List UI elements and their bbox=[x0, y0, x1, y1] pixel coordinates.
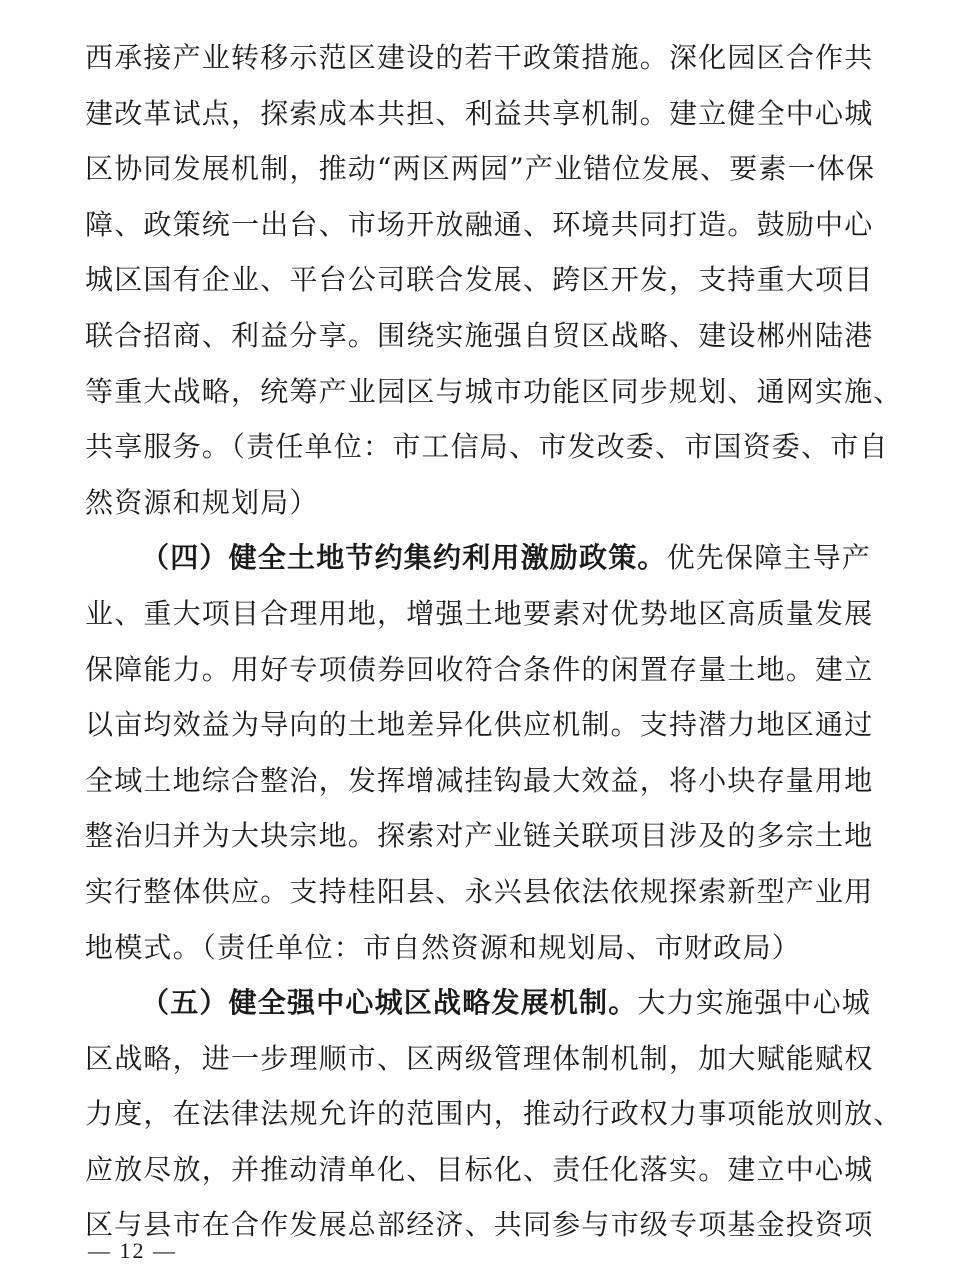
text-line: 业、重大项目合理用地，增强土地要素对优势地区高质量发展 bbox=[85, 596, 874, 630]
text-line: 力度，在法律法规允许的范围内，推动行政权力事项能放则放、 bbox=[85, 1097, 903, 1131]
text-line: 共享服务。（责任单位：市工信局、市发改委、市国资委、市自 bbox=[85, 430, 889, 464]
text-line: 整治归并为大块宗地。探索对产业链关联项目涉及的多宗土地 bbox=[85, 819, 874, 853]
text-line: 区战略，进一步理顺市、区两级管理体制机制，加大赋能赋权 bbox=[85, 1041, 874, 1075]
page-number: — 12 — bbox=[88, 1238, 177, 1263]
text-line: 西承接产业转移示范区建设的若干政策措施。深化园区合作共 bbox=[85, 41, 874, 74]
text-line: 然资源和规划局） bbox=[85, 485, 319, 519]
section-4-heading: （四）健全土地节约集约利用激励政策。 bbox=[141, 541, 667, 575]
text-line: 障、政策统一出台、市场开放融通、环境共同打造。鼓励中心 bbox=[85, 207, 874, 241]
text-line: 区协同发展机制，推动“两区两园”产业错位发展、要素一体保 bbox=[85, 152, 876, 186]
section-4-first-line bbox=[85, 530, 885, 586]
text-line: 联合招商、利益分享。围绕实施强自贸区战略、建设郴州陆港 bbox=[85, 318, 874, 352]
section-5-first-line-text: 大力实施强中心城 bbox=[637, 986, 872, 1020]
text-line: 全域土地综合整治，发挥增减挂钩最大效益，将小块存量用地 bbox=[85, 763, 874, 797]
text-line: 区与县市在合作发展总部经济、共同参与市级专项基金投资项 bbox=[85, 1208, 874, 1242]
text-line: 地模式。（责任单位：市自然资源和规划局、市财政局） bbox=[85, 930, 802, 964]
text-line: 建改革试点，探索成本共担、利益共享机制。建立健全中心城 bbox=[85, 96, 874, 130]
text-line: 等重大战略，统筹产业园区与城市功能区同步规划、通网实施、 bbox=[85, 374, 903, 408]
section-5-first-line bbox=[85, 975, 885, 1031]
section-4-first-line-text: 优先保障主导产 bbox=[666, 541, 872, 575]
text-line: 以亩均效益为导向的土地差异化供应机制。支持潜力地区通过 bbox=[85, 708, 874, 742]
document-body bbox=[85, 30, 903, 1253]
text-line: 保障能力。用好专项债券回收符合条件的闲置存量土地。建立 bbox=[85, 652, 874, 686]
section-5-heading: （五）健全强中心城区战略发展机制。 bbox=[141, 986, 638, 1020]
text-line: 应放尽放，并推动清单化、目标化、责任化落实。建立中心城 bbox=[85, 1152, 874, 1186]
text-line: 城区国有企业、平台公司联合发展、跨区开发，支持重大项目 bbox=[85, 263, 874, 297]
text-line: 实行整体供应。支持桂阳县、永兴县依法依规探索新型产业用 bbox=[85, 874, 874, 908]
